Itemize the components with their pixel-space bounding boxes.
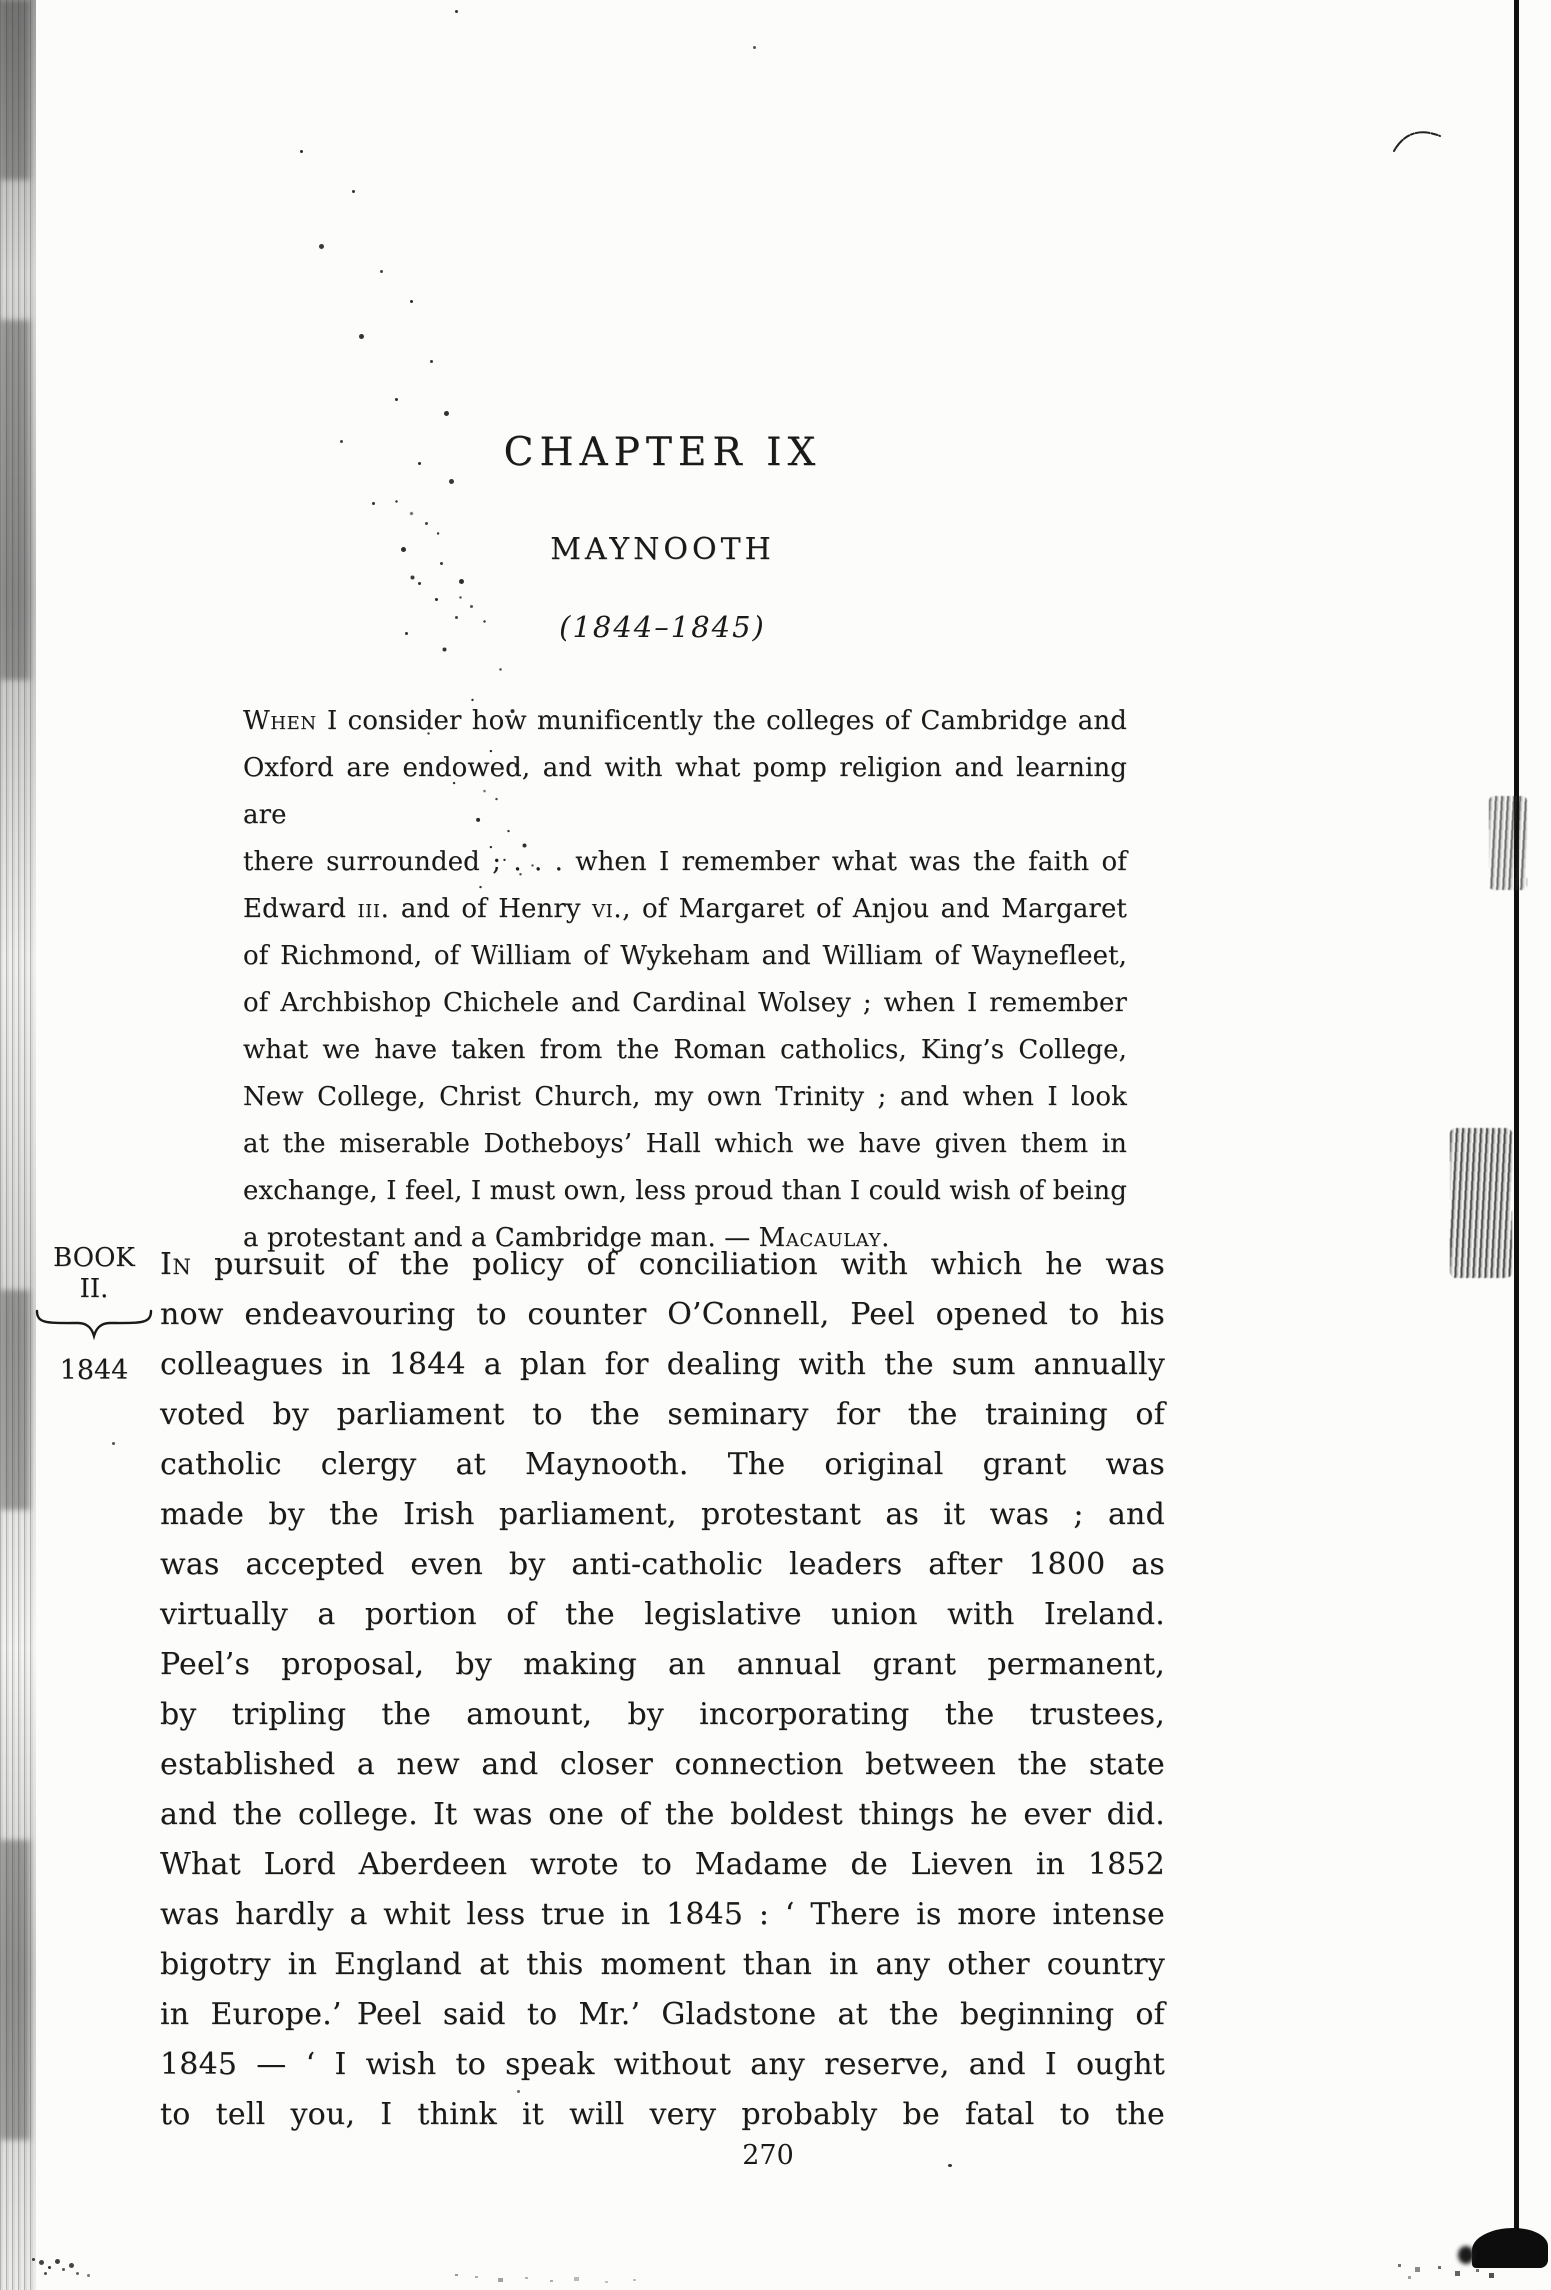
stray-dot bbox=[948, 2164, 952, 2167]
text-line: by tripling the amount, by incorporating the trustees, bbox=[160, 1697, 1165, 1732]
text-segment: a protestant and a Cambridge man. — bbox=[243, 1223, 759, 1253]
text-line: virtually a portion of the legislative union with Ireland. bbox=[160, 1597, 1165, 1632]
text-line bbox=[243, 698, 1127, 745]
epigraph bbox=[243, 698, 1127, 1262]
bottom-right-smudge bbox=[1398, 2264, 1401, 2267]
page-number: 270 bbox=[742, 2140, 794, 2171]
scan-edge-line bbox=[1514, 0, 1519, 2262]
body-text bbox=[160, 1240, 1165, 2140]
scan-smudge bbox=[0, 1840, 30, 2140]
bottom-left-smudge bbox=[32, 2258, 35, 2261]
text-line: at the miserable Dotheboys’ Hall which we have given them in bbox=[243, 1129, 1127, 1159]
text-line: catholic clergy at Maynooth. The original grant was bbox=[160, 1447, 1165, 1482]
text-line: colleagues in 1844 a plan for dealing with the sum annually bbox=[160, 1347, 1165, 1382]
text-line: exchange, I feel, I must own, less proud than I could wish of being bbox=[243, 1176, 1127, 1206]
small-caps-text: Macaulay. bbox=[758, 1223, 891, 1253]
scan-smudge bbox=[0, 0, 30, 180]
stray-dot bbox=[112, 1442, 115, 1445]
ink-smudge-lower bbox=[1450, 1128, 1512, 1278]
scan-smudge bbox=[0, 1290, 30, 1510]
scan-corner-blob bbox=[1472, 2228, 1548, 2268]
small-caps-text: In bbox=[160, 1247, 192, 1282]
text-line: what we have taken from the Roman catholics, King’s College, bbox=[243, 1035, 1127, 1065]
book-label: BOOK bbox=[53, 1243, 135, 1273]
text-line: to tell you, I think it will very probably be fatal to the bbox=[160, 2097, 1165, 2132]
ink-speckles bbox=[300, 150, 303, 153]
scan-left-edge-artifact bbox=[0, 0, 36, 2290]
ink-smudge-upper bbox=[1489, 796, 1527, 890]
margin-brace-icon bbox=[34, 1307, 154, 1341]
text-line: voted by parliament to the seminary for the training of bbox=[160, 1397, 1165, 1432]
ink-speckles bbox=[395, 500, 397, 502]
text-line: now endeavouring to counter O’Connell, Peel opened to his bbox=[160, 1297, 1165, 1332]
text-line: and the college. It was one of the boldest things he ever did. bbox=[160, 1797, 1165, 1832]
text-line bbox=[160, 1240, 1165, 1290]
text-line: of Richmond, of William of Wykeham and William of Waynefleet, bbox=[243, 941, 1127, 971]
text-line: New College, Christ Church, my own Trinity ; and when I look bbox=[243, 1082, 1127, 1112]
book-number: II. bbox=[79, 1274, 109, 1304]
small-caps-text: iii. bbox=[357, 894, 390, 924]
text-line: of Archbishop Chichele and Cardinal Wolsey ; when I remember bbox=[243, 988, 1127, 1018]
text-line: was accepted even by anti-catholic leaders after 1800 as bbox=[160, 1547, 1165, 1582]
chapter-dates: (1844–1845) bbox=[559, 610, 766, 644]
text-segment: pursuit of the policy of conciliation with which he was bbox=[191, 1247, 1165, 1282]
text-line: Peel’s proposal, by making an annual grant permanent, bbox=[160, 1647, 1165, 1682]
chapter-heading: CHAPTER IX bbox=[503, 430, 822, 475]
text-segment: and of Henry bbox=[389, 894, 593, 924]
text-line: in Europe.’ Peel said to Mr.’ Gladstone at the beginning of bbox=[160, 1997, 1165, 2032]
bottom-center-smudge bbox=[455, 2274, 458, 2276]
scan-smudge bbox=[0, 320, 30, 680]
text-line: Oxford are endowed, and with what pomp religion and learning are bbox=[243, 753, 1127, 830]
stray-dot bbox=[455, 10, 458, 13]
margin-year: 1844 bbox=[59, 1355, 129, 1386]
margin-note bbox=[28, 1243, 160, 1386]
text-line: What Lord Aberdeen wrote to Madame de Lieven in 1852 bbox=[160, 1847, 1165, 1882]
text-line: made by the Irish parliament, protestant as it was ; and bbox=[160, 1497, 1165, 1532]
text-line: there surrounded ; . . . when I remember what was the faith of bbox=[243, 847, 1127, 877]
text-line: 1845 — ‘ I wish to speak without any reserve, and I ought bbox=[160, 2047, 1165, 2082]
small-caps-text: vi. bbox=[592, 894, 623, 924]
text-line bbox=[243, 886, 1127, 933]
text-segment: I consider how munificently the colleges of Cambridge and bbox=[316, 706, 1127, 736]
stray-dot bbox=[753, 46, 756, 49]
text-segment: , of Margaret of Anjou and Margaret bbox=[622, 894, 1127, 924]
pen-mark bbox=[1392, 124, 1448, 164]
text-line: established a new and closer connection between the state bbox=[160, 1747, 1165, 1782]
small-caps-text: When bbox=[243, 706, 317, 736]
text-segment: Edward bbox=[243, 894, 358, 924]
text-line: bigotry in England at this moment than in any other country bbox=[160, 1947, 1165, 1982]
chapter-title: MAYNOOTH bbox=[550, 532, 775, 567]
text-line: was hardly a whit less true in 1845 : ‘ There is more intense bbox=[160, 1897, 1165, 1932]
